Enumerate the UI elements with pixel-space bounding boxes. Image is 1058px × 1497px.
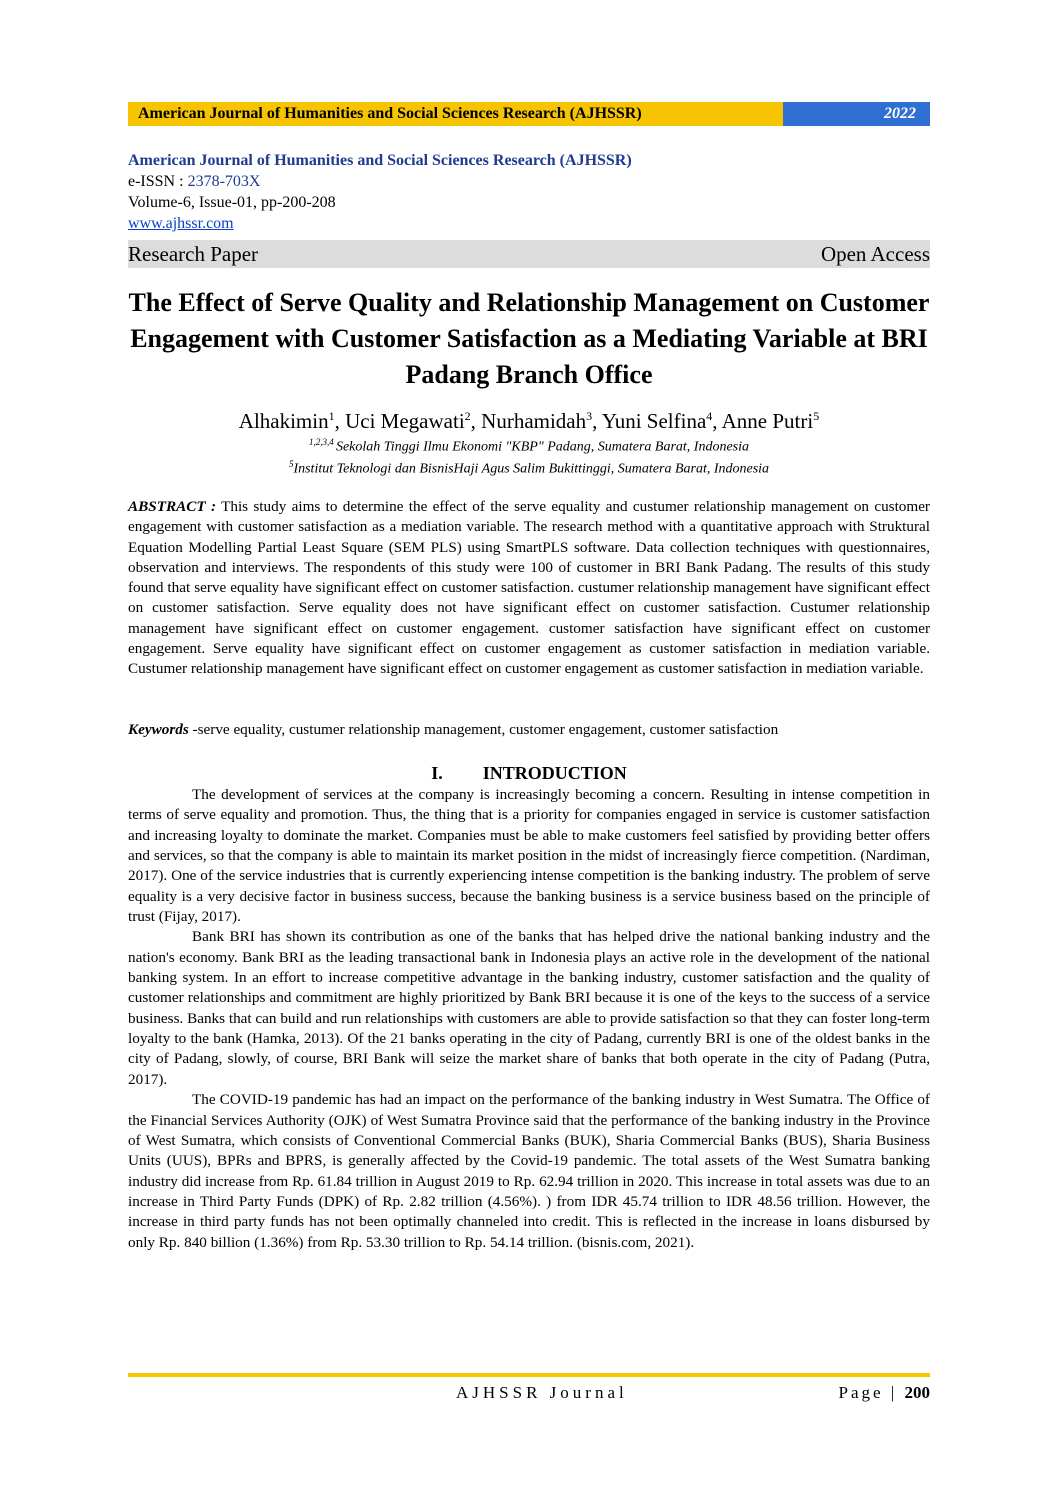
issn-label: e-ISSN :: [128, 173, 188, 190]
footer-journal: AJHSSR Journal: [456, 1383, 628, 1402]
author: Nurhamidah$^3$,: [481, 409, 602, 433]
journal-banner: [128, 102, 930, 126]
keywords: [128, 720, 930, 740]
volume-line: Volume-6, Issue-01, pp-200-208: [128, 194, 336, 211]
journal-name: American Journal of Humanities and Social Sciences Research (AJHSSR): [128, 152, 632, 169]
paper-type: Research Paper: [128, 242, 259, 266]
author: Uci Megawati$^2$,: [345, 409, 482, 433]
banner-year: 2022: [783, 102, 930, 126]
affiliation-1: $^{1,2,3,4}$ Sekolah Tinggi Ilmu Ekonomi "KBP" Padang, Sumatera Barat, Indonesia: [308, 437, 750, 455]
section-title: INTRODUCTION: [482, 763, 627, 783]
keywords-label: Keywords: [128, 721, 189, 738]
author: Anne Putri$^5$: [721, 409, 820, 433]
section-heading: [128, 762, 930, 784]
footer-divider: [128, 1373, 930, 1377]
banner-journal-name: American Journal of Humanities and Social Sciences Research (AJHSSR): [128, 102, 783, 126]
page-number: 200: [904, 1383, 930, 1402]
author: Alhakimin$^1$,: [238, 409, 346, 433]
access-type: Open Access: [820, 242, 930, 266]
page-footer: [128, 1383, 930, 1407]
issn-line: [128, 171, 930, 192]
keywords-text: -serve equality, custumer relationship management, customer engagement, customer satisfaction: [188, 721, 779, 738]
author-list: [128, 402, 930, 435]
paper-title: The Effect of Serve Quality and Relationship Management on Customer Engagement with Customer Satisfaction as a Mediating Variable at BRI Padang Branch Office: [128, 288, 930, 389]
abstract-text: This study aims to determine the effect of the serve equality and custumer relationship management on customer engagement with customer satisfaction as a mediation variable. The research method with a quantitative approach with Struktural Equation Modelling Partial Least Square (SEM PLS) using SmartPLS software. Data collection techniques with questionnaires, observation and interviews. The respondents of this study were 100 of customer in BRI Bank Padang. The results of this study found that serve equality have significant effect on customer satisfaction. custumer relationship management have significant effect on customer satisfaction. Serve equality does not have significant effect on customer satisfaction. Custumer relationship management have significant effect on customer engagement. customer satisfaction have significant effect on customer engagement. Serve equality have significant effect on customer engagement as customer satisfaction in mediation variable. Custumer relationship management have significant effect on customer engagement as customer satisfaction in mediation variable.: [128, 498, 930, 678]
affiliation-2: $^5$Institut Teknologi dan BisnisHaji Agus Salim Bukittinggi, Sumatera Barat, Indonesia: [288, 459, 770, 477]
paper-type-bar: [128, 240, 930, 268]
paragraph: Bank BRI has shown its contribution as one of the banks that has helped drive the national banking industry and the nation's economy. Bank BRI as the leading transactional bank in Indonesia plays an active role in the development of the national banking system. In an effort to increase competitive advantage in the banking industry, customer satisfaction and the quality of customer relationships and commitment are highly prioritized by Bank BRI because it is one of the keys to the success of a service business. Banks that can build and run relationships with customers are able to provide satisfaction so that they can foster long-term loyalty to the bank (Hamka, 2013). Of the 21 banks operating in the city of Padang, currently BRI is one of the oldest banks in the city of Padang, slowly, of course, BRI Bank will seize the market share of banks that both operate in the city of Padang (Putra, 2017).: [128, 928, 930, 1088]
author: Yuni Selfina$^4$,: [601, 409, 722, 433]
journal-meta: [128, 150, 930, 234]
section-number: I.: [431, 763, 443, 783]
body-text: [128, 785, 930, 1253]
paragraph: The development of services at the company is increasingly becoming a concern. Resulting in intense competition in terms of serve equality and promotion. Thus, the thing that is a priority for companies engaged in service is customer satisfaction and increasing loyalty to dominate the market. Companies must be able to make customers feel satisfied by providing better offers and services, so that the company is able to maintain its market position in the midst of increasingly fierce competition. (Nardiman, 2017). One of the service industries that is currently experiencing intense competition is the banking industry. The problem of serve equality is a very decisive factor in business success, because the banking business is a service business based on the principle of trust (Fijay, 2017).: [128, 786, 930, 926]
paragraph: The COVID-19 pandemic has had an impact on the performance of the banking industry in West Sumatra. The Office of the Financial Services Authority (OJK) of West Sumatra Province said that the performance of the banking industry in the Province of West Sumatra, which consists of Conventional Commercial Banks (BUK), Sharia Commercial Banks (BUS), Sharia Business Units (UUS), BPRs and BPRS, is generally affected by the Covid-19 pandemic. The total assets of the West Sumatra banking industry did increase from Rp. 61.84 trillion in August 2019 to Rp. 62.94 trillion in 2020. This increase in total assets was due to an increase in Third Party Funds (DPK) of Rp. 2.82 trillion (4.56%). ) from IDR 45.74 trillion to IDR 48.56 trillion. However, the increase in third party funds has not been optimally channeled into credit. This is reflected in the increase in loans disbursed by only Rp. 840 billion (1.36%) from Rp. 53.30 trillion to Rp. 54.14 trillion. (bisnis.com, 2021).: [128, 1091, 930, 1251]
website-link[interactable]: www.ajhssr.com: [128, 215, 234, 232]
abstract-label: ABSTRACT :: [128, 498, 217, 515]
issn-value: 2378-703X: [187, 173, 261, 190]
footer-page: Page | 200: [838, 1383, 930, 1402]
abstract: [128, 497, 930, 680]
